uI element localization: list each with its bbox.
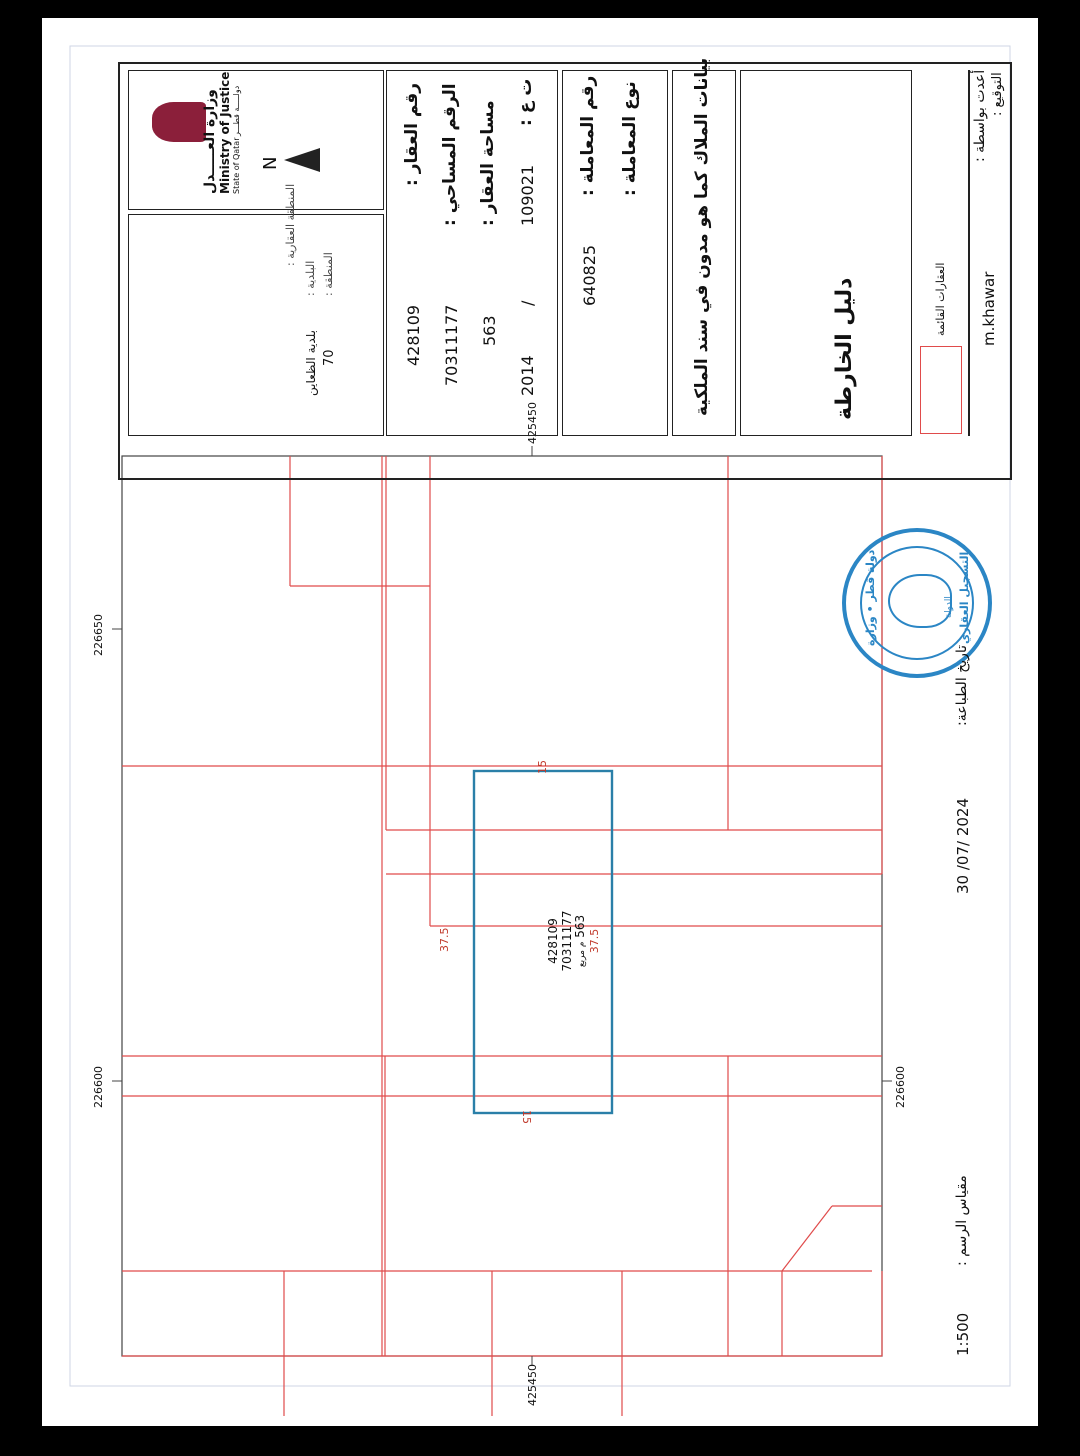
grid-label-y1: 425450	[526, 1364, 539, 1406]
prepared-by: m.khawar	[980, 271, 998, 346]
plot-dim-bottom: 15	[520, 1110, 533, 1124]
document-page	[42, 18, 1038, 1426]
area-value: 70	[322, 349, 337, 366]
transaction-no: 640825	[580, 244, 599, 306]
map-frame	[122, 456, 882, 1356]
state-en: State of Qatar	[232, 137, 241, 194]
plot-dim-long-b: 37.5	[588, 928, 601, 954]
property-no-label: رقم العقار :	[402, 82, 422, 186]
transaction-no-label: رقم المعاملة :	[578, 75, 598, 196]
parcel-lines	[122, 456, 882, 1416]
municipality-label: البلدية :	[304, 260, 317, 296]
ministry-emblem-icon	[152, 102, 206, 142]
zone-label: المنطقة العقارية :	[284, 183, 297, 266]
signature-label: التوقيع :	[990, 72, 1005, 116]
tg-number: 109021	[518, 164, 537, 226]
print-date-label: تاريخ الطباعة:	[954, 644, 970, 726]
scale-label: مقياس الرسم :	[954, 1175, 970, 1266]
plot-number-label: 428109	[546, 918, 560, 964]
north-arrow-icon	[284, 148, 320, 172]
parcel-line	[782, 1206, 832, 1271]
legend-box	[740, 70, 912, 436]
property-area-value: 563	[480, 315, 499, 346]
owners-note: بيانات الملاك كما هو مدون في سند الملكية	[692, 57, 712, 416]
property-no: 428109	[404, 304, 423, 366]
stamp-ring-top: دولة قطر • وزارة	[864, 549, 877, 646]
grid-label-inner-x: 226600	[894, 1066, 907, 1108]
grid-ticks	[112, 446, 892, 1366]
scale-value: 1:500	[954, 1312, 972, 1356]
stamp-center-text: الدولة	[944, 596, 954, 618]
ministry-en: Ministry of Justice	[218, 71, 232, 194]
tg-sep: /	[518, 300, 537, 306]
prepared-by-label: أعدت بواسطة :	[972, 69, 988, 162]
transaction-type-label: نوع المعاملة :	[620, 81, 640, 196]
plot-dim-long-a: 37.5	[438, 927, 451, 952]
rotated-sheet	[42, 18, 1038, 1426]
plot-area-label: 563 م مربع	[573, 914, 587, 968]
state-ar: دولـــــة قطـــر	[232, 85, 241, 136]
stamp-ring-bottom: التسجيل العقاري	[958, 551, 971, 644]
legend-title: دليل الخارطة	[832, 277, 857, 420]
legend-swatch-existing	[920, 346, 962, 434]
zone-box	[128, 214, 384, 436]
area-label: المنطقة :	[322, 252, 335, 296]
survey-no: 70311177	[442, 304, 461, 386]
ministry-ar: وزارة العـــــدل	[202, 89, 218, 194]
stamp-emblem-icon	[888, 574, 952, 628]
municipality-value: بلدية الظعاين	[304, 330, 318, 396]
print-date: 30 /07/ 2024	[954, 798, 972, 894]
tg-year: 2014	[518, 355, 537, 396]
divider	[968, 70, 970, 436]
plot-survey-label: 70311177	[560, 910, 574, 972]
grid-label-x1: 226600	[92, 1066, 105, 1108]
plot-dim-top: 15	[536, 760, 549, 774]
property-area-label: مساحة العقار :	[478, 100, 498, 226]
survey-no-label: الرقم المساحي :	[440, 83, 460, 226]
north-label: N	[260, 156, 281, 170]
tg-label: ت ع :	[516, 78, 536, 126]
grid-label-x2: 226650	[92, 614, 105, 656]
legend-existing-label: العقارات القائمة	[934, 262, 947, 336]
grid-label-y2: 425450	[526, 402, 539, 444]
